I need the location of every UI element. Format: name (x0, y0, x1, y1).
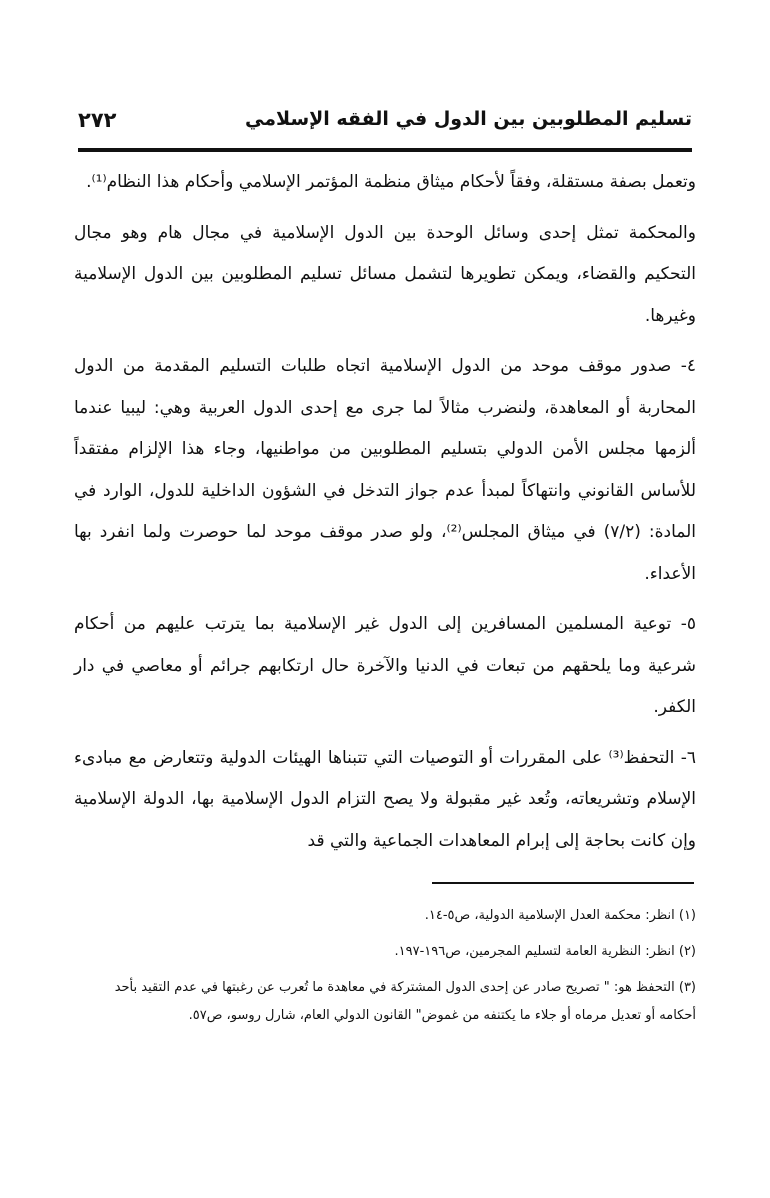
footnote: (٣) التحفظ هو: " تصريح صادر عن إحدى الدول المشتركة في معاهدة ما تُعرب عن رغبتها في عدم التقيد بأحد أحكامه أو تعديل مرماه أو جلاء ما يكتنفه من غموض" القانون الدولي العام، شارل روسو، ص٥٧. (114, 980, 696, 1023)
running-header (78, 108, 692, 142)
header-divider (78, 148, 692, 152)
paragraph: ٤- صدور موقف موحد من الدول الإسلامية اتجاه طلبات التسليم المقدمة من الدول المحاربة أو المعاهدة، ولنضرب مثالاً لما جرى مع إحدى الدول العربية وهي: ليبيا عندما ألزمها مجلس الأمن الدولي بتسليم المطلوبين من مواطنيها، وجاء هذا الإلزام مفتقداً للأساس القانوني وانتهاكاً لمبدأ عدم جواز التدخل في الشؤون الداخلية للدول، الوارد في المادة: (٧/٢) في ميثاق المجلس⁽²⁾، ولو صدر موقف موحد لما حوصرت ولما انفرد بها الأعداء. (74, 356, 696, 584)
main-text (74, 162, 696, 862)
footnotes (74, 902, 696, 1030)
running-title: تسليم المطلوبين بين الدول في الفقه الإسلامي (245, 108, 692, 130)
paragraph: ٦- التحفظ⁽³⁾ على المقررات أو التوصيات التي تتبناها الهيئات الدولية وتتعارض مع مبادىء الإسلام وتشريعاته، وتُعد غير مقبولة ولا يصح التزام الدول الإسلامية بها، الدولة الإسلامية وإن كانت بحاجة إلى إبرام المعاهدات الجماعية والتي قد (74, 747, 696, 851)
paragraph: ٥- توعية المسلمين المسافرين إلى الدول غير الإسلامية بما يترتب عليهم من أحكام شرعية وما يلحقهم من تبعات في الدنيا والآخرة حال ارتكابهم جرائم أو معاصي في دار الكفر. (74, 614, 696, 717)
footnote: (٢) انظر: النظرية العامة لتسليم المجرمين، ص١٩٦-١٩٧. (394, 944, 696, 959)
footnote: (١) انظر: محكمة العدل الإسلامية الدولية، ص٥-١٤. (424, 908, 696, 923)
footnote-divider (432, 882, 694, 884)
paragraph: وتعمل بصفة مستقلة، وفقاً لأحكام ميثاق منظمة المؤتمر الإسلامي وأحكام هذا النظام⁽¹⁾. (86, 172, 696, 192)
page-number: ٢٧٢ (78, 108, 117, 132)
paragraph: والمحكمة تمثل إحدى وسائل الوحدة بين الدول الإسلامية في مجال هام وهو مجال التحكيم والقضاء، ويمكن تطويرها لتشمل مسائل تسليم المطلوبين بين الدول الإسلامية وغيرها. (74, 222, 696, 326)
